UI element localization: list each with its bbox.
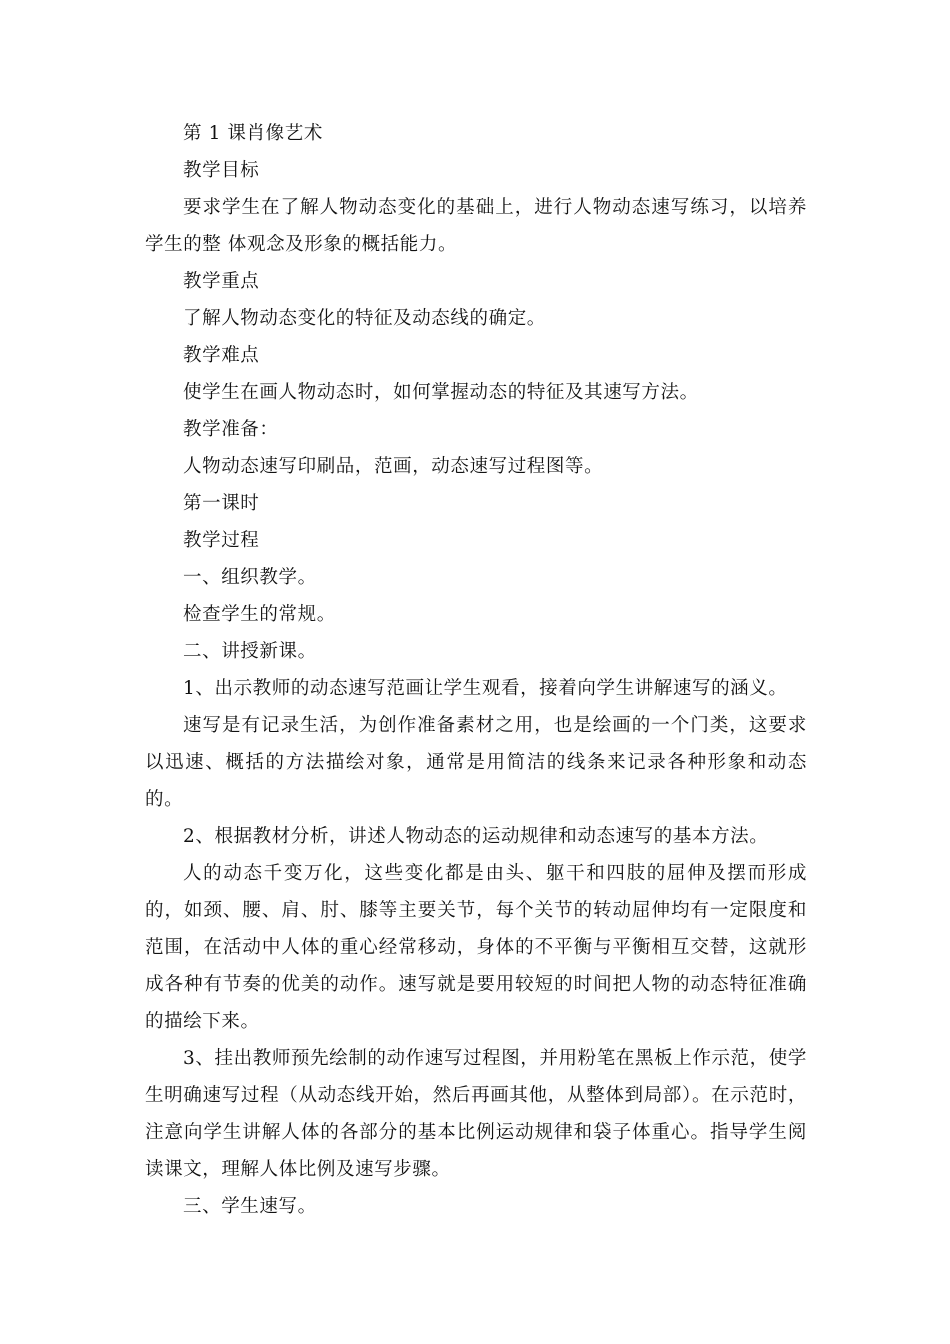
item-2-paragraph: 2、根据教材分析，讲述人物动态的运动规律和动态速写的基本方法。 <box>183 826 769 847</box>
step-student-sketch: 三、学生速写。 <box>183 1196 317 1217</box>
heading-preparation: 教学准备： <box>183 419 279 440</box>
item-1-paragraph: 1、出示教师的动态速写范画让学生观看，接着向学生讲解速写的涵义。 <box>183 678 788 699</box>
heading-teaching-process: 教学过程 <box>183 530 260 551</box>
sketch-definition-paragraph: 速写是有记录生活，为创作准备素材之用，也是绘画的一个门类，这要求以迅速、概括的方法描绘对象，通常是用简洁的线条来记录各种形象和动态的。 <box>145 715 807 810</box>
difficulties-text: 使学生在画人物动态时，如何掌握动态的特征及其速写方法。 <box>183 382 699 403</box>
lesson-title: 第 1 课肖像艺术 <box>183 123 323 144</box>
objectives-paragraph: 要求学生在了解人物动态变化的基础上，进行人物动态速写练习，以培养学生的整 体观念及形象的概括能力。 <box>145 197 807 255</box>
motion-explanation-paragraph: 人的动态千变万化，这些变化都是由头、躯干和四肢的屈伸及摆而形成的，如颈、腰、肩、肘、膝等主要关节，每个关节的转动屈伸均有一定限度和范围，在活动中人体的重心经常移动，身体的不平衡与平衡相互交替，这就形成各种有节奏的优美的动作。速写就是要用较短的时间把人物的动态特征准确的描绘下来。 <box>145 863 807 1032</box>
step-new-lesson: 二、讲授新课。 <box>183 641 317 662</box>
item-3-paragraph: 3、挂出教师预先绘制的动作速写过程图，并用粉笔在黑板上作示范，使学生明确速写过程（从动态线开始，然后再画其他，从整体到局部）。在示范时，注意向学生讲解人体的各部分的基本比例运动规律和袋子体重心。指导学生阅读课文，理解人体比例及速写步骤。 <box>145 1048 807 1180</box>
heading-first-period: 第一课时 <box>183 493 260 514</box>
key-points-text: 了解人物动态变化的特征及动态线的确定。 <box>183 308 546 329</box>
check-routine-text: 检查学生的常规。 <box>183 604 336 625</box>
document-page <box>145 115 807 1225</box>
preparation-text: 人物动态速写印刷品，范画，动态速写过程图等。 <box>183 456 604 477</box>
heading-key-points: 教学重点 <box>183 271 260 292</box>
heading-teaching-objectives: 教学目标 <box>183 160 260 181</box>
heading-difficulties: 教学难点 <box>183 345 260 366</box>
step-organize-class: 一、组织教学。 <box>183 567 317 588</box>
